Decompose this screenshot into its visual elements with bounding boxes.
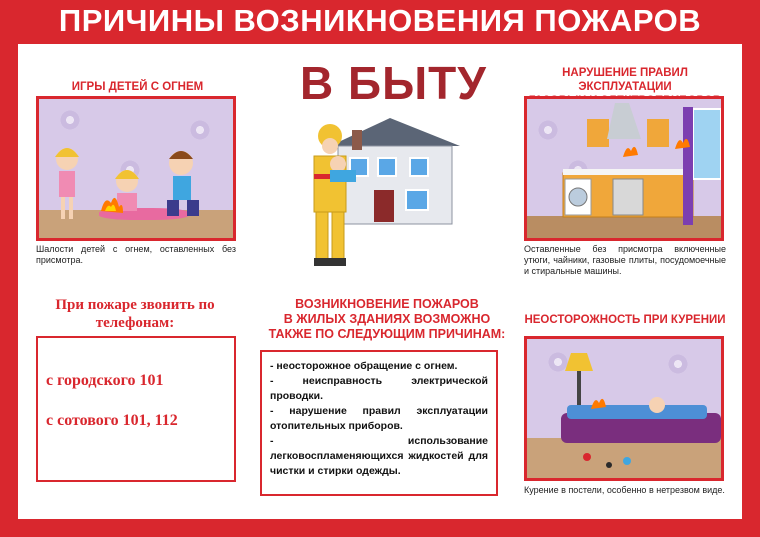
phones-heading: При пожаре звонить по телефонам: — [55, 297, 215, 331]
appliances-heading-line1: НАРУШЕНИЕ ПРАВИЛ ЭКСПЛУАТАЦИИ — [562, 67, 688, 93]
reasons-heading-line3: ТАКЖЕ ПО СЛЕДУЮЩИМ ПРИЧИНАМ: — [268, 327, 506, 341]
phone-city: с городского 101 — [46, 372, 164, 389]
children-playing-icon — [39, 99, 233, 238]
reason-item: - нарушение правил эксплуатации отопительных приборов. — [270, 405, 488, 432]
phone-mobile: с сотового 101, 112 — [46, 412, 178, 429]
appliances-illustration — [524, 96, 724, 241]
kitchen-appliances-icon — [527, 99, 721, 238]
reason-item: - использование легковоспламеняющихся жидкостей для чистки и стирки одежды. — [270, 435, 488, 477]
children-illustration — [36, 96, 236, 241]
smoking-in-bed-icon — [527, 339, 721, 478]
firefighter-house-illustration — [290, 108, 480, 278]
appliances-caption: Оставленные без присмотра включенные утюги, чайники, газовые плиты, посудомоечные и стиральные машины. — [524, 244, 726, 276]
reasons-heading-line1: ВОЗНИКНОВЕНИЕ ПОЖАРОВ — [295, 297, 479, 311]
reasons-heading-line2: В ЖИЛЫХ ЗДАНИЯХ ВОЗМОЖНО — [283, 312, 491, 326]
children-caption: Шалости детей с огнем, оставленных без присмотра. — [36, 244, 236, 265]
reason-item: - неисправность электрической проводки. — [270, 375, 488, 402]
smoking-heading: НЕОСТОРОЖНОСТЬ ПРИ КУРЕНИИ — [524, 314, 726, 326]
children-heading: ИГРЫ ДЕТЕЙ С ОГНЕМ — [71, 81, 204, 93]
reasons-box — [260, 350, 498, 496]
reason-item: - неосторожное обращение с огнем. — [270, 360, 458, 372]
subtitle: В БЫТУ — [300, 57, 487, 109]
smoking-caption: Курение в постели, особенно в нетрезвом виде. — [524, 485, 725, 495]
page-title: ПРИЧИНЫ ВОЗНИКНОВЕНИЯ ПОЖАРОВ — [58, 3, 702, 38]
smoking-illustration — [524, 336, 724, 481]
reasons-heading — [258, 297, 516, 342]
phones-box — [36, 336, 236, 482]
